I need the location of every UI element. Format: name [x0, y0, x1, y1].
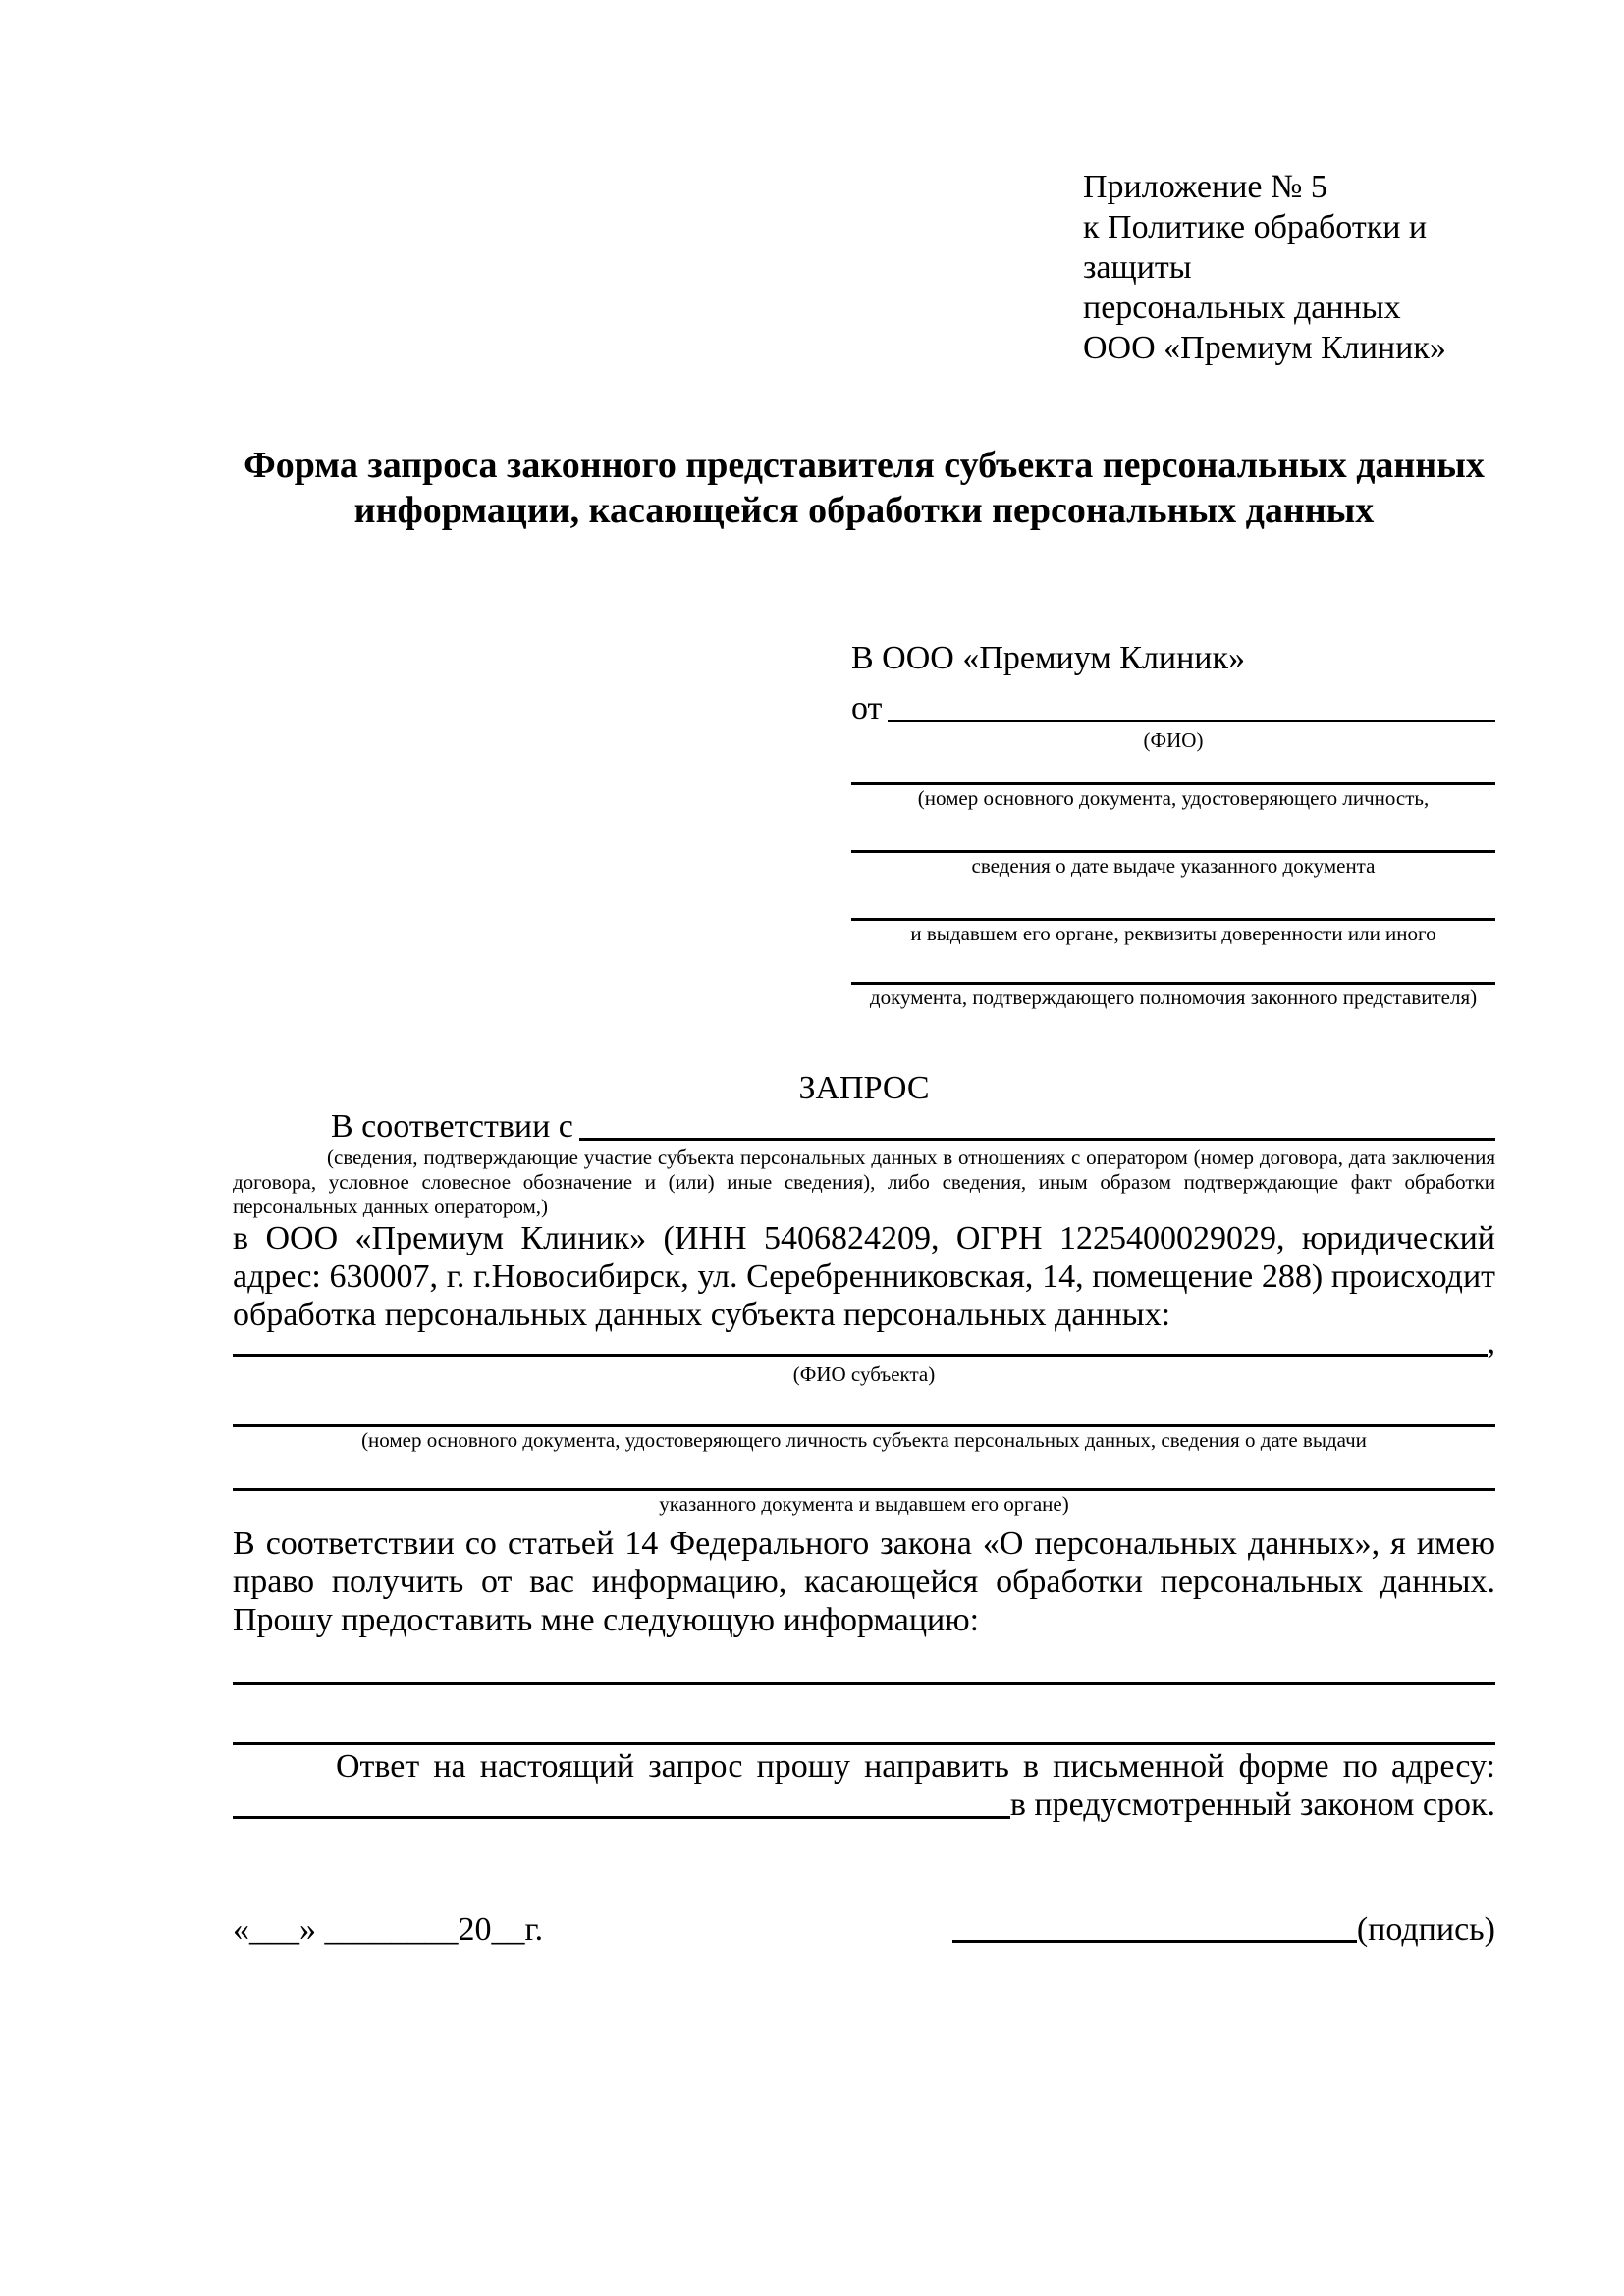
- from-label: от: [851, 690, 883, 726]
- appendix-header-line: к Политике обработки и защиты: [1083, 209, 1428, 286]
- doc-issuer-caption: и выдавшем его органе, реквизиты доверенности или иного: [910, 922, 1436, 945]
- intro-caption: (сведения, подтверждающие участие субъекта персональных данных в отношениях с оператором (номер договора, дата заключения договора, условное словесное обозначение и (или) иные сведения), либо сведения, иным образом подтверждающие факт обработки персональных данных оператором,): [233, 1146, 1495, 1218]
- intro-row: [233, 1107, 1495, 1146]
- answer-line2-tail: в предусмотренный законом срок.: [1009, 1787, 1495, 1823]
- operator-paragraph: в ООО «Премиум Клиник» (ИНН 5406824209, ОГРН 1225400029029, юридический адрес: 630007, г. г.Новосибирск, ул. Серебренниковская, 14, помещение 288) происходит обработка персональных данных субъекта персональных данных:: [233, 1220, 1495, 1333]
- subject-comma: ,: [1487, 1324, 1495, 1361]
- address-blank-line: [233, 1816, 1010, 1819]
- signature-caption: (подпись): [1356, 1911, 1495, 1948]
- subject-doc-caption1: (номер основного документа, удостоверяющего личность субъекта персональных данных, сведения о дате выдачи: [361, 1428, 1367, 1452]
- subject-fio-blank-line: [233, 1354, 1488, 1357]
- doc-authority-caption: документа, подтверждающего полномочия законного представителя): [869, 986, 1478, 1009]
- addressee-block: [851, 639, 1495, 1010]
- info-blank-line1: [233, 1639, 1495, 1685]
- answer-line2: [233, 1786, 1495, 1824]
- date-blank: «___» ________20__г.: [233, 1911, 544, 1948]
- doc-authority-blank-line: [851, 946, 1495, 985]
- doc-date-caption: сведения о дате выдаче указанного документа: [971, 854, 1376, 878]
- subject-doc-caption2: указанного документа и выдавшем его органе): [659, 1492, 1069, 1516]
- answer-line1: Ответ на настоящий запрос прошу направить в письменной форме по адресу:: [336, 1748, 1495, 1785]
- document-title: [233, 443, 1495, 533]
- intro-label: В соответствии с: [331, 1108, 573, 1145]
- appendix-header-line: персональных данных: [1083, 290, 1401, 326]
- law-paragraph: В соответствии со статьей 14 Федерального закона «О персональных данных», я имею право получить от вас информацию, касающейся обработки персональных данных. Прошу предоставить мне следующую информацию:: [233, 1525, 1495, 1638]
- signature-group: [952, 1910, 1495, 1949]
- fio-caption: (ФИО): [1143, 728, 1204, 752]
- doc-issuer-blank-line: [851, 879, 1495, 921]
- subject-doc-blank-line1: [233, 1387, 1495, 1427]
- footer-row: [233, 1910, 1495, 1949]
- appendix-header-line: Приложение № 5: [1083, 169, 1327, 205]
- addressee-from-row: [851, 684, 1495, 727]
- doc-date-blank-line: [851, 811, 1495, 853]
- request-heading: ЗАПРОС: [798, 1070, 930, 1106]
- intro-blank-line: [579, 1138, 1495, 1141]
- subject-doc-blank-line2: [233, 1453, 1495, 1491]
- doc-number-caption: (номер основного документа, удостоверяющего личность,: [917, 786, 1430, 810]
- subject-fio-caption: (ФИО субъекта): [792, 1362, 936, 1386]
- from-blank-line: [888, 720, 1495, 722]
- document-title-line1: Форма запроса законного представителя субъекта персональных данных: [244, 445, 1485, 486]
- appendix-header-line: ООО «Премиум Клиник»: [1083, 330, 1446, 366]
- signature-blank-line: [952, 1940, 1357, 1943]
- document-title-line2: информации, касающейся обработки персональных данных: [353, 490, 1375, 531]
- subject-fio-row: [233, 1324, 1495, 1362]
- doc-number-blank-line: [851, 753, 1495, 785]
- addressee-to: В ООО «Премиум Клиник»: [851, 640, 1246, 676]
- appendix-header: [1083, 167, 1495, 368]
- info-blank-line2: [233, 1685, 1495, 1745]
